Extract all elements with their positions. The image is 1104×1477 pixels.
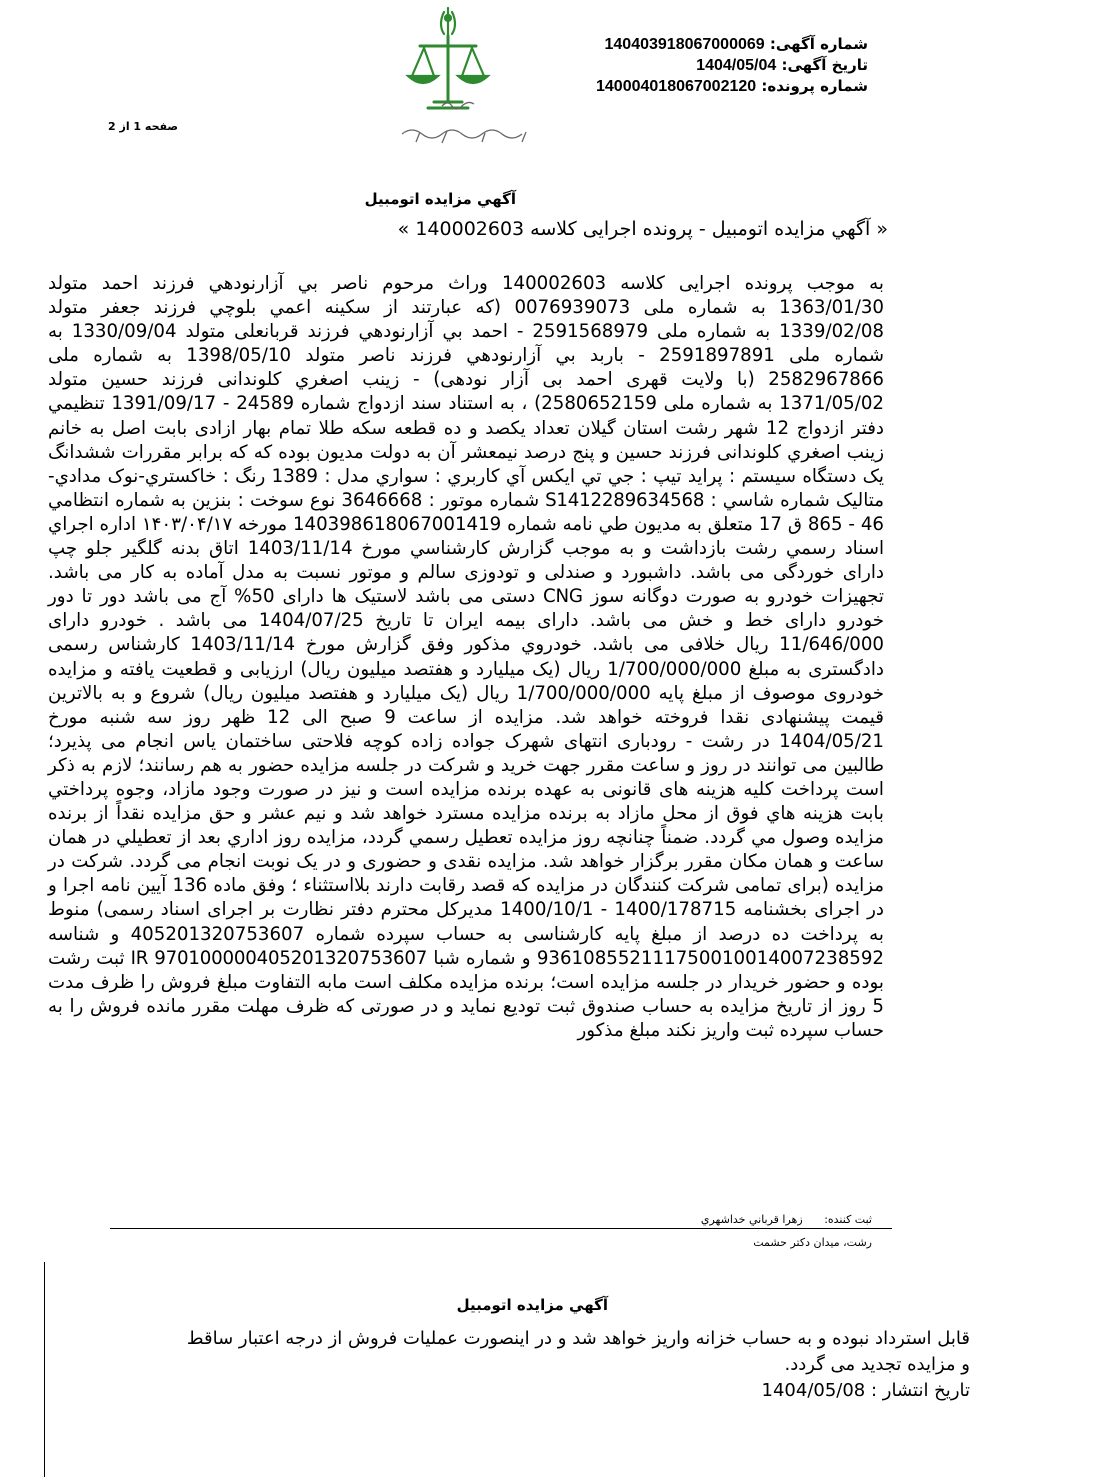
ad-number: 140403918067000069 bbox=[604, 36, 765, 53]
continuation-body bbox=[70, 1326, 970, 1404]
publish-date-row bbox=[70, 1378, 970, 1404]
publish-date-label: تاريخ انتشار : bbox=[871, 1380, 970, 1401]
case-number: 140004018067002120 bbox=[596, 78, 757, 95]
judiciary-emblem-icon bbox=[372, 4, 582, 154]
recorder-label: ثبت کننده: bbox=[824, 1213, 872, 1226]
case-number-row bbox=[538, 76, 868, 97]
document-title: آگهي مزايده اتومبيل bbox=[364, 190, 516, 208]
ad-date-label: تاریخ آگهی: bbox=[781, 56, 868, 74]
ad-metadata bbox=[538, 34, 868, 97]
notice-body: به موجب پرونده اجرايی کلاسه 140002603 وراث مرحوم ناصر بي آزارنودهي فرزند احمد متولد 1363/01/30 به شماره ملی 0076939073 (که عبارتند از سکينه اعمي بلوچي فرزند جعفر متولد 1339/02/08 به شماره ملی 2591568979 - احمد بي آزارنودهي فرزند قربانعلی متولد 1330/09/04 به شماره ملی 2591897891 - باربد بي آزارنودهي فرزند ناصر متولد 1398/05/10 به شماره ملی 2582967866 (با ولايت قهری احمد بی آزار نودهی) - زينب اصغري کلوندانی فرزند حسين متولد 1371/05/02 به شماره ملی 2580652159) ، به استناد سند ازدواج شماره 24589 - 1391/09/17 تنظيمي دفتر ازدواج 12 شهر رشت استان گيلان تعداد يکصد و ده قطعه سکه طلا تمام بهار ازادی بابت اصل به خانم زينب اصغري کلوندانی فرزند حسين و پنج درصد نيمعشر آن به دولت مديون بوده که که برابر مقررات ششدانگ يک دستگاه سيستم : پرايد تيپ : جي تي ايکس آي کاربري : سواري مدل : 1389 رنگ : خاکستري-نوک مدادي-متاليک شماره شاسي : S1412289634568 شماره موتور : 3646668 نوع سوخت : بنزين به شماره انتظامي 46 - 865 ق 17 متعلق به مديون طي نامه شماره 140398618067001419 مورخه ۱۴۰۳/۰۴/۱۷ اداره اجراي اسناد رسمي رشت بازداشت و به موجب گزارش کارشناسي مورخ 1403/11/14 اتاق بدنه گلگير جلو چپ دارای خوردگی می باشد. داشبورد و صندلی و تودوزی سالم و موتور نسبت به مدل آماده به کار می باشد. تجهيزات خودرو به صورت دوگانه سوز CNG دستی می باشد لاستيک ها دارای 50% آج می باشد دور تا دور خودرو دارای خط و خش می باشد. دارای بيمه ايران تا تاريخ 1404/07/25 می باشد . خودرو دارای 11/646/000 ريال خلافی می باشد. خودروي مذکور وفق گزارش مورخ 1403/11/14 کارشناس رسمی دادگستری به مبلغ 1/700/000/000 ريال (يک ميليارد و هفتصد ميليون ريال) ارزيابی و قطعيت يافته و مزايده خودروی موصوف از مبلغ پايه 1/700/000/000 ريال (يک ميليارد و هفتصد ميليون ريال) شروع و به بالاترين قيمت پيشنهادی نقدا فروخته خواهد شد. مزايده از ساعت 9 صبح الی 12 ظهر روز سه شنبه مورخ 1404/05/21 در رشت - رودباری انتهای شهرک جواده زاده کوچه فلاحتی ساختمان ياس انجام می پذيرد؛ طالبين می توانند در روز و ساعت مقرر جهت خريد و شرکت در جلسه مزايده حضور به هم رسانند؛ لازم به ذکر است پرداخت کليه هزينه های قانونی به عهده برنده مزايده است و نيز در صورت وجود مازاد، وجوه پرداختي بابت هزينه هاي فوق از محل مازاد به برنده مزايده مسترد خواهد شد و نيم عشر و حق مزايده نقداً از برنده مزايده وصول مي گردد. ضمناً چنانچه روز مزايده تعطيل رسمي گردد، مزايده روز اداري بعد از تعطيلي در همان ساعت و همان مکان مقرر برگزار خواهد شد. مزايده نقدی و حضوری و در يک نوبت انجام می گردد. شرکت در مزايده (برای تمامی شرکت کنندگان در مزايده که قصد رقابت دارند بلااستثناء ؛ وفق ماده 136 آيين نامه اجرا و در اجرای بخشنامه 1400/178715 - 1400/10/1 مديرکل محترم دفتر نظارت بر اجرای اسناد رسمی) منوط به پرداخت ده درصد از مبلغ پايه کارشناسی به حساب سپرده شماره 405201320753607 و شناسه 936108552111750010014007238592 و شماره شبا IR 970100000405201320753607 ثبت رشت بوده و حضور خريدار در جلسه مزايده است؛ برنده مزايده مکلف است مابه التفاوت مبلغ فروش را ظرف مدت 5 روز از تاريخ مزايده به حساب صندوق ثبت توديع نمايد و در صورتی که ظرف مهلت مقرر مانده فروش را به حساب سپرده ثبت واريز نکند مبلغ مذکور bbox=[48, 273, 885, 1041]
footer-divider bbox=[110, 1228, 892, 1229]
recorder bbox=[701, 1213, 872, 1226]
ad-number-label: شماره آگهی: bbox=[769, 35, 868, 53]
office-address: رشت، میدان دکتر حشمت bbox=[753, 1236, 872, 1249]
continuation-line-1: قابل استرداد نبوده و به حساب خزانه واريز خواهد شد و در اينصورت عمليات فروش از درجه اعتبار ساقط bbox=[186, 1328, 970, 1349]
continuation-title: آگهي مزايده اتومبيل bbox=[456, 1296, 608, 1314]
ad-number-row bbox=[538, 34, 868, 55]
page-margin-line bbox=[44, 1262, 45, 1477]
publish-date: 1404/05/08 bbox=[761, 1380, 866, 1401]
ad-date: 1404/05/04 bbox=[696, 57, 777, 74]
page-indicator: صفحه 1 از 2 bbox=[108, 120, 179, 133]
ad-date-row bbox=[538, 55, 868, 76]
continuation-line-2: و مزايده تجديد می گردد. bbox=[784, 1354, 970, 1375]
recorder-name: زهرا قرباني خداشهري bbox=[700, 1213, 803, 1226]
case-number-label: شماره پرونده: bbox=[761, 77, 868, 95]
document-subtitle: « آگهي مزايده اتومبيل - پرونده اجرايی کلاسه 140002603 » bbox=[397, 218, 888, 240]
